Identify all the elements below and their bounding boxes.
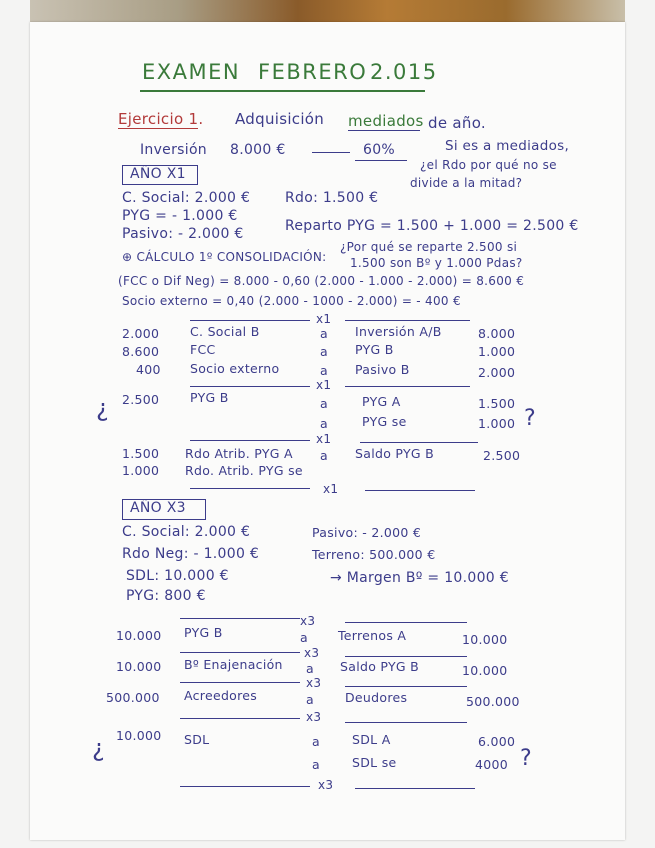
x3-row3-debit-amount: 500.000 [106,690,160,705]
x1-question-mark-close: ? [524,406,536,431]
x1-rdo: Rdo: 1.500 € [285,190,379,206]
x1-row1-debit-amount: 2.000 [122,326,160,341]
ejercicio-text3: de año. [428,114,486,132]
x3-last-connector-2: a [312,757,320,772]
x3-row1-credit-amount: 10.000 [462,632,508,647]
x1-row2-debit-amount: 8.600 [122,344,160,359]
x1-journal-date-4: x1 [323,482,339,496]
x1-e3-credit-amount: 2.500 [483,448,521,463]
x3-journal-date-4: x3 [306,710,322,724]
x1-pyg: PYG = - 1.000 € [122,208,238,224]
x1-journal-line-1l [190,320,310,321]
x3-question-mark-close: ? [520,746,532,771]
x3-terreno: Terreno: 500.000 € [312,547,436,562]
x3-journal-line-5l [180,786,310,787]
x1-e2-credit1-account: PYG A [362,394,401,409]
x3-journal-line-1l [180,618,300,619]
x1-e3-debit1-account: Rdo Atrib. PYG A [185,446,293,461]
x1-row3-debit-account: Socio externo [190,361,280,376]
x1-journal-line-1r [345,320,470,321]
x3-journal-line-3r [345,686,467,687]
title-examen: EXAMEN [142,60,241,84]
x3-rdo-neg: Rdo Neg: - 1.000 € [122,546,260,562]
x1-socio-externo: Socio externo = 0,40 (2.000 - 1000 - 2.000) = - 400 € [122,294,461,308]
x1-row2-connector: a [320,344,328,359]
question1-line1: Si es a mediados, [445,138,570,154]
x3-row1-debit-account: PYG B [184,625,223,640]
x1-row3-credit-amount: 2.000 [478,365,516,380]
x1-row1-debit-account: C. Social B [190,324,260,339]
x1-journal-date-1: x1 [316,312,332,326]
x3-last-credit1-amount: 6.000 [478,734,516,749]
inversion-amount: 8.000 € [230,142,286,158]
x1-row1-credit-account: Inversión A/B [355,324,442,339]
paper-sheet [30,22,625,840]
x3-last-debit-account: SDL [184,732,210,747]
x1-calculo: ⊕ CÁLCULO 1º CONSOLIDACIÓN: [122,250,327,264]
x1-journal-line-3r [360,442,478,443]
x1-e2-debit-amount: 2.500 [122,392,160,407]
inversion-dash [312,152,350,153]
x3-journal-line-3l [180,682,300,683]
x1-e3-debit2-amount: 1.000 [122,463,160,478]
x1-e3-debit2-account: Rdo. Atrib. PYG se [185,463,303,478]
inversion-label: Inversión [140,142,207,158]
x1-e2-credit1-amount: 1.500 [478,396,516,411]
x3-row1-credit-account: Terrenos A [338,628,407,643]
x3-journal-date-3: x3 [306,676,322,690]
x3-last-debit-amount: 10.000 [116,728,162,743]
x1-row2-credit-amount: 1.000 [478,344,516,359]
x1-row3-debit-amount: 400 [136,362,161,377]
x3-row3-credit-account: Deudores [345,690,408,705]
x1-row2-debit-account: FCC [190,342,216,357]
x1-journal-line-3l [190,440,310,441]
x1-e3-debit1-amount: 1.500 [122,446,160,461]
x3-sdl: SDL: 10.000 € [126,568,229,584]
mediados-underline [348,130,420,131]
x3-journal-line-4r [345,722,467,723]
x3-journal-line-2r [345,656,467,657]
x3-row1-debit-amount: 10.000 [116,628,162,643]
x3-journal-line-5r [355,788,475,789]
title-underline [140,90,425,92]
x3-last-credit1-account: SDL A [352,732,391,747]
title-febrero: FEBRERO [258,60,368,84]
pct-underline [355,160,407,161]
x1-row3-connector: a [320,363,328,378]
x1-e2-credit2-amount: 1.000 [478,416,516,431]
ano-x3-label: AÑO X3 [130,500,186,516]
x1-row2-credit-account: PYG B [355,342,394,357]
x1-question-mark-open: ¿ [96,394,110,422]
ejercicio-mediados: mediados [348,112,424,130]
x3-row2-debit-account: Bº Enajenación [184,657,283,672]
x1-journal-date-2: x1 [316,378,332,392]
x3-row2-credit-amount: 10.000 [462,663,508,678]
x1-fcc: (FCC o Dif Neg) = 8.000 - 0,60 (2.000 - 1.000 - 2.000) = 8.600 € [118,274,525,288]
x1-journal-line-2r [345,386,470,387]
x1-e2-connector-2: a [320,416,328,431]
x3-journal-line-1r [345,622,467,623]
x3-csocial: C. Social: 2.000 € [122,524,251,540]
x1-e2-credit2-account: PYG se [362,414,407,429]
ejercicio-label: Ejercicio 1. [118,110,204,128]
x1-row3-credit-account: Pasivo B [355,362,410,377]
x3-row2-debit-amount: 10.000 [116,659,162,674]
x3-journal-date-1: x3 [300,614,316,628]
x3-last-credit2-amount: 4000 [475,757,509,772]
x1-e3-credit-account: Saldo PYG B [355,446,435,461]
x1-e2-connector-1: a [320,396,328,411]
x3-journal-date-2: x3 [304,646,320,660]
x3-row3-credit-amount: 500.000 [466,694,520,709]
ejercicio-text: Adquisición [235,110,325,128]
x3-journal-line-4l [180,718,300,719]
x3-row1-connector: a [300,630,308,645]
x3-last-connector-1: a [312,734,320,749]
x3-journal-date-5: x3 [318,778,334,792]
x3-question-mark-open: ¿ [92,734,106,762]
x3-margen: → Margen Bº = 10.000 € [330,570,509,586]
question1-line2: ¿el Rdo por qué no se [420,158,557,172]
title-year: 2.015 [370,60,438,84]
x1-question2a: ¿Por qué se reparte 2.500 si [340,240,518,254]
x3-row3-debit-account: Acreedores [184,688,258,703]
x3-row2-connector: a [306,661,314,676]
x1-row1-connector: a [320,326,328,341]
x1-csocial: C. Social: 2.000 € [122,190,251,206]
x1-e3-connector: a [320,448,328,463]
x3-last-credit2-account: SDL se [352,755,397,770]
x3-journal-line-2l [180,652,300,653]
x1-pasivo: Pasivo: - 2.000 € [122,226,244,242]
x1-row1-credit-amount: 8.000 [478,326,516,341]
x1-question2b: 1.500 son Bº y 1.000 Pdas? [350,256,523,270]
x3-row2-credit-account: Saldo PYG B [340,659,420,674]
x3-pyg: PYG: 800 € [126,588,206,604]
question1-line3: divide a la mitad? [410,176,523,190]
x1-journal-line-4l [190,488,310,489]
x1-reparto: Reparto PYG = 1.500 + 1.000 = 2.500 € [285,218,579,234]
x3-pasivo: Pasivo: - 2.000 € [312,525,422,540]
ano-x1-label: AÑO X1 [130,166,186,182]
x3-row3-connector: a [306,692,314,707]
inversion-pct: 60% [363,142,396,158]
x1-e2-debit-account: PYG B [190,390,229,405]
x1-journal-date-3: x1 [316,432,332,446]
ejercicio-underline [118,128,198,129]
x1-journal-line-2l [190,386,310,387]
x1-journal-line-4r [365,490,475,491]
